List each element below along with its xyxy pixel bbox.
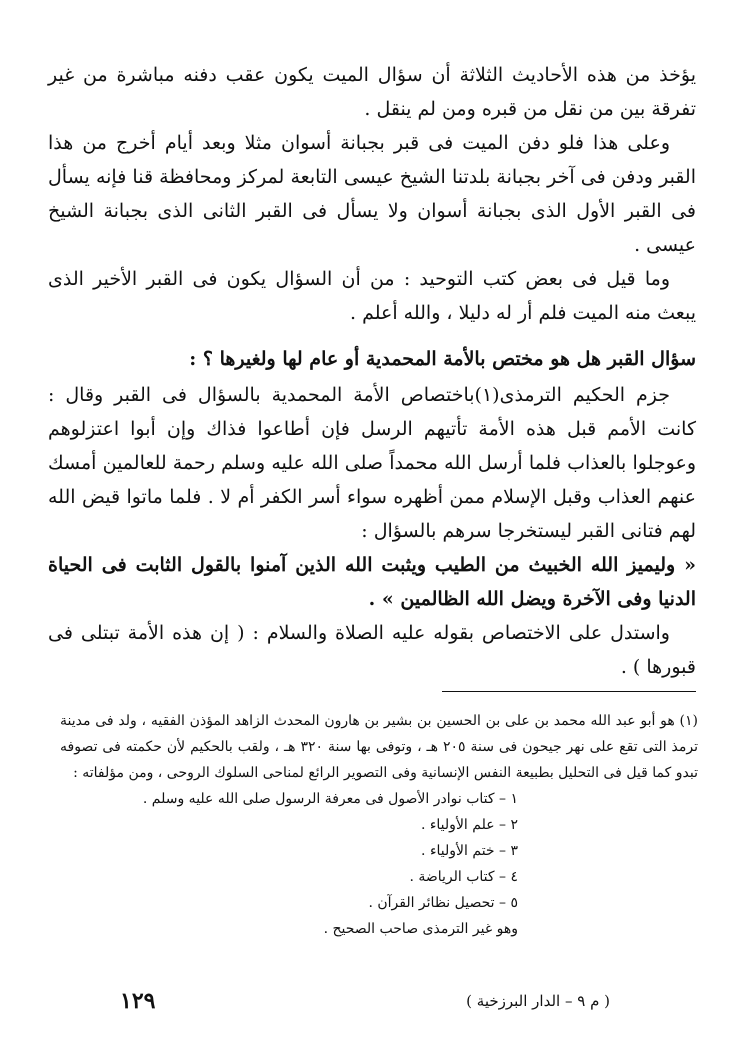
footnote-item-6: وهو غير الترمذى صاحب الصحيح . [323, 921, 518, 937]
quran-verse: « وليميز الله الخبيث من الطيب ويثبت الله الذين آمنوا بالقول الثابت فى الحياة الدنيا وفى الآخرة ويضل الله الظالمين » . [48, 554, 696, 610]
signature-mark: ( م ٩ – الدار البرزخية ) [466, 992, 610, 1010]
footnote-separator [442, 691, 696, 692]
paragraph-4: جزم الحكيم الترمذى(١)باختصاص الأمة المحمدية بالسؤال فى القبر وقال : كانت الأمم قبل هذه الأمة تأتيهم الرسل فإن أطاعوا فذاك وإن أبوا اعتزلوهم وعوجلوا بالعذاب فلما أرسل الله محمداً صلى الله عليه وسلم رحمة للعالمين أمسك عنهم العذاب وقبل الإسلام ممن أظهره سواء أسر الكفر أم لا . فلما ماتوا قيض الله لهم فتانى القبر ليستخرجا سرهم بالسؤال : [48, 384, 696, 542]
footnote-list [60, 786, 698, 942]
page-footer [0, 988, 742, 1018]
footnote-item-5: ٥ – تحصيل نظائر القرآن . [368, 895, 518, 911]
paragraph-3: وما قيل فى بعض كتب التوحيد : من أن السؤال يكون فى القبر الأخير الذى يبعث منه الميت فلم أر له دليلا ، والله أعلم . [48, 268, 696, 324]
paragraph-2: وعلى هذا فلو دفن الميت فى قبر بجبانة أسوان مثلا وبعد أيام أخرج من هذا القبر ودفن فى آخر بجبانة بلدتنا الشيخ عيسى التابعة لمركز ومحافظة قنا فإنه يسأل فى القبر الأول الذى بجبانة أسوان ولا يسأل فى القبر الثانى الذى بجبانة الشيخ عيسى . [48, 132, 696, 256]
footnote-item-3: ٣ – ختم الأولياء . [421, 843, 518, 859]
footnote-intro: (١) هو أبو عبد الله محمد بن على بن الحسين بن بشير بن هارون المحدث الزاهد المؤذن الفقيه ، ولد فى مدينة ترمذ التى تقع على نهر جيحون فى سنة ٢٠٥ هـ ، وتوفى بها سنة ٣٢٠ هـ ، ولقب بالحكيم لأن حكمته فى تصوفه تبدو كما قيل فى التحليل بطبيعة النفس الإنسانية وفى التصوير الرائع لمناحى السلوك الروحى ، ومن مؤلفاته : [60, 713, 698, 781]
footnote-item-1: ١ – كتاب نوادر الأصول فى معرفة الرسول صلى الله عليه وسلم . [142, 791, 518, 807]
paragraph-1: يؤخذ من هذه الأحاديث الثلاثة أن سؤال الميت يكون عقب دفنه مباشرة من غير تفرقة بين من نقل من قبره ومن لم ينقل . [48, 64, 696, 120]
page-number: ١٢٩ [120, 988, 156, 1014]
footnote-item-4: ٤ – كتاب الرياضة . [409, 869, 518, 885]
footnote-item-2: ٢ – علم الأولياء . [420, 817, 518, 833]
section-heading: سؤال القبر هل هو مختص بالأمة المحمدية أو عام لها ولغيرها ؟ : [189, 348, 696, 370]
footnote [60, 708, 698, 942]
paragraph-5: واستدل على الاختصاص بقوله عليه الصلاة والسلام : ( إن هذه الأمة تبتلى فى قبورها ) . [48, 622, 696, 678]
main-text [48, 58, 696, 684]
